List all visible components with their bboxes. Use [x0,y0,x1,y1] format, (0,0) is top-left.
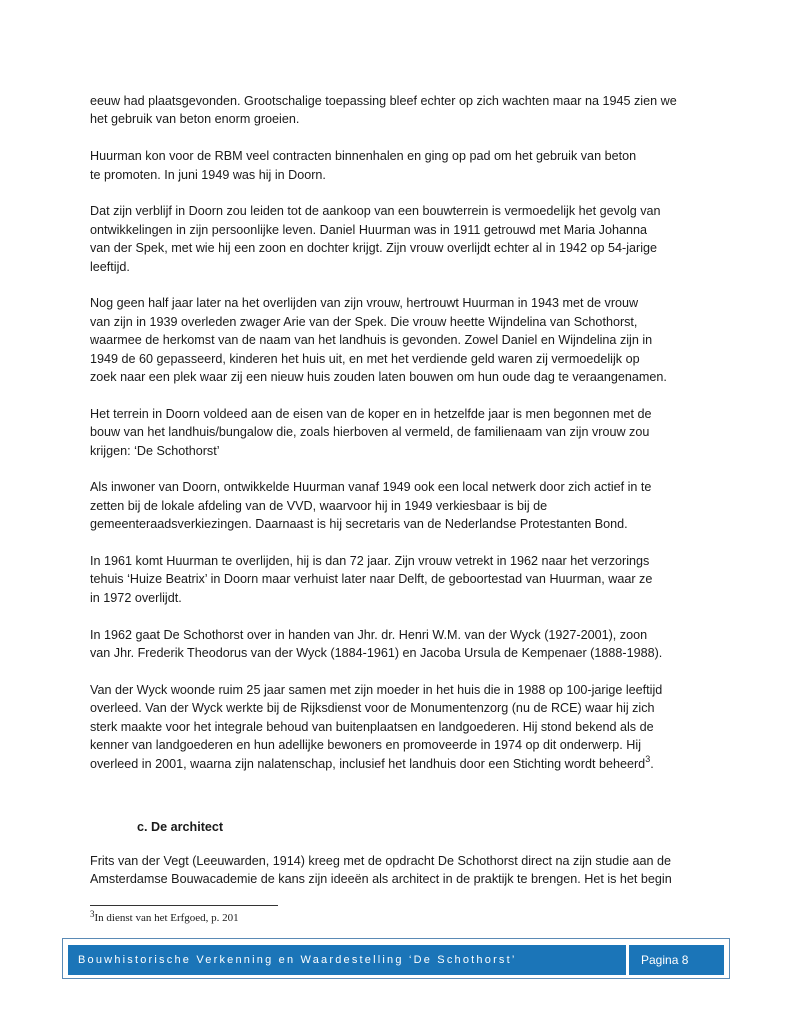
text-line: eeuw had plaatsgevonden. Grootschalige toepassing bleef echter op zich wachten maar na 1945 zien we [90,94,677,108]
text-line: krijgen: ‘De Schothorst’ [90,443,220,458]
text-line: kenner van landgoederen en hun adellijke bewoners en promoveerde in 1974 op dit onderwerp. Hij [90,738,641,753]
text-line: het gebruik van beton enorm groeien. [90,112,300,127]
text-line: Frits van der Vegt (Leeuwarden, 1914) kreeg met de opdracht De Schothorst direct na zijn studie aan de [90,854,672,868]
text-line: tehuis ‘Huize Beatrix’ in Doorn maar verhuist later naar Delft, de geboortestad van Huurman, waar ze [90,572,653,587]
footer-title: Bouwhistorische Verkenning en Waardestelling ‘De Schothorst’ [68,945,626,975]
text-line: gemeenteraadsverkiezingen. Daarnaast is hij secretaris van de Nederlandse Protestanten Bond. [90,517,628,532]
footnote-number: 3 [90,909,95,919]
text-line: 1949 de 60 gepasseerd, kinderen het huis uit, en met het verdiende geld waren zij vermoedelijk op [90,351,640,366]
text-line: Van der Wyck woonde ruim 25 jaar samen met zijn moeder in het huis die in 1988 op 100-jarige leeftijd [90,682,663,697]
section-paragraph [90,852,702,889]
sentence-end: . [650,756,654,771]
footnote-divider [90,905,278,906]
paragraph-9 [90,681,702,773]
footer-page-number: Pagina 8 [629,945,724,975]
paragraph-6 [90,478,702,533]
text-line: in 1972 overlijdt. [90,590,182,605]
text-line: ontwikkelingen in zijn persoonlijke leven. Daniel Huurman was in 1911 getrouwd met Maria Johanna [90,222,647,237]
text-line [90,755,702,773]
text-line: Huurman kon voor de RBM veel contracten binnenhalen en ging op pad om het gebruik van beton [90,149,637,164]
section-heading: c. De architect [137,820,224,834]
paragraph-4 [90,294,702,386]
text-line-content: overleed in 2001, waarna zijn nalatenschap, inclusief het landhuis door een Stichting wordt beheerd [90,756,646,771]
paragraph-2 [90,147,702,184]
paragraph-1 [90,92,702,129]
text-line: te promoten. In juni 1949 was hij in Doorn. [90,167,326,182]
text-line: van der Spek, met wie hij een zoon en dochter krijgt. Zijn vrouw overlijdt echter al in 1942 op 54-jarige [90,241,658,256]
footnote-reference[interactable]: 3 [645,753,651,764]
text-line: van zijn in 1939 overleden zwager Arie van der Spek. Die vrouw heette Wijndelina van Schothorst, [90,314,638,329]
text-line: bouw van het landhuis/bungalow die, zoals hierboven al vermeld, de familienaam van zijn vrouw zou [90,425,650,440]
paragraph-5 [90,405,702,460]
text-line: In 1961 komt Huurman te overlijden, hij is dan 72 jaar. Zijn vrouw vetrekt in 1962 naar het verzorings [90,554,650,569]
text-line: Het terrein in Doorn voldeed aan de eisen van de koper en in hetzelfde jaar is men begonnen met de [90,406,652,421]
text-line: zetten bij de lokale afdeling van de VVD, waarvoor hij in 1949 verkiesbaar is bij de [90,498,548,513]
text-line: Als inwoner van Doorn, ontwikkelde Huurman vanaf 1949 ook een local netwerk door zich actief in te [90,480,652,495]
text-line: In 1962 gaat De Schothorst over in handen van Jhr. dr. Henri W.M. van der Wyck (1927-2001), zoon [90,627,648,642]
footnote [90,909,239,924]
text-line: sterk maakte voor het integrale behoud van buitenplaatsen en landgoederen. Hij stond bekend als de [90,719,654,734]
paragraph-3 [90,202,702,276]
text-line: leeftijd. [90,259,130,274]
text-line: zoek naar een plek waar zij een nieuw huis zouden laten bouwen om hun oude dag te veraangenamen. [90,370,667,385]
footnote-text: In dienst van het Erfgoed, p. 201 [94,912,239,924]
text-line: overleed. Van der Wyck werkte bij de Rijksdienst voor de Monumentenzorg (nu de RCE) waar hij zich [90,701,655,716]
text-line: waarmee de herkomst van de naam van het landhuis is gevonden. Zowel Daniel en Wijndelina zijn in [90,333,653,348]
text-line: Amsterdamse Bouwacademie de kans zijn ideeën als architect in de praktijk te brengen. Het is het begin [90,872,672,887]
body-text [90,92,702,791]
paragraph-8 [90,626,702,663]
text-line: Dat zijn verblijf in Doorn zou leiden tot de aankoop van een bouwterrein is vermoedelijk het gevolg van [90,204,661,219]
paragraph-7 [90,552,702,607]
text-line: van Jhr. Frederik Theodorus van der Wyck (1884-1961) en Jacoba Ursula de Kempenaer (1888-1988). [90,646,663,661]
text-line: Nog geen half jaar later na het overlijden van zijn vrouw, hertrouwt Huurman in 1943 met de vrouw [90,296,639,311]
